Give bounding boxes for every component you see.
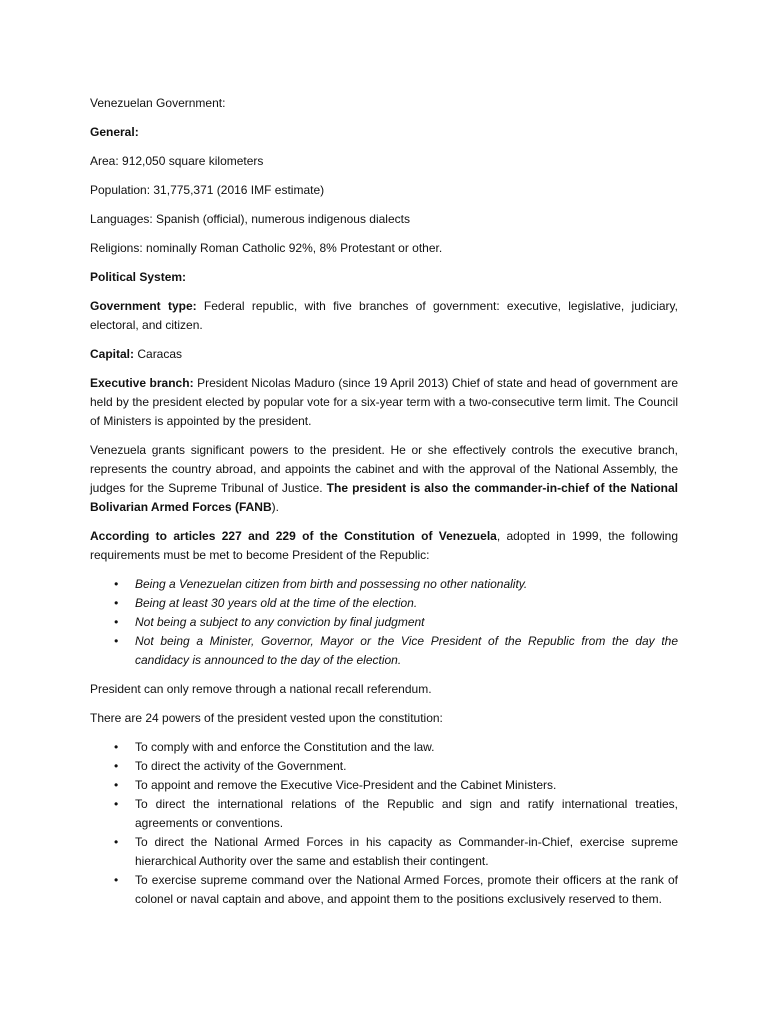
bullet-icon: •	[114, 577, 119, 591]
list-item-text: To direct the National Armed Forces in his capacity as Commander-in-Chief, exercise supreme hierarchical Authority over the same and establish their contingent.	[135, 835, 678, 868]
languages-line: Languages: Spanish (official), numerous indigenous dialects	[90, 212, 410, 226]
government-type-label: Government type:	[90, 299, 197, 313]
document-title: Venezuelan Government:	[90, 96, 226, 110]
list-item-text: To exercise supreme command over the National Armed Forces, promote their officers at the rank of colonel or naval captain and above, and appoint them to the positions exclusively reserved to them.	[135, 873, 678, 906]
powers-list	[90, 738, 678, 909]
requirements-list	[90, 575, 678, 670]
bullet-icon: •	[114, 835, 119, 849]
executive-branch-text: President Nicolas Maduro (since 19 April 2013) Chief of state and head of government are held by the president elected by popular vote for a six-year term with a two-consecutive term limit. The Council of Ministers is appointed by the president.	[90, 376, 678, 428]
bullet-icon: •	[114, 873, 119, 887]
bullet-icon: •	[114, 778, 119, 792]
commander-in-chief-text: The president is also the commander-in-chief of the National Bolivarian Armed Forces (	[90, 481, 678, 514]
bullet-icon: •	[114, 740, 119, 754]
government-type-paragraph	[90, 297, 678, 335]
list-item-text: To appoint and remove the Executive Vice-President and the Cabinet Ministers.	[135, 778, 557, 792]
list-item	[90, 795, 678, 833]
population-line: Population: 31,775,371 (2016 IMF estimate)	[90, 183, 325, 197]
bullet-icon: •	[114, 596, 119, 610]
capital-label: Capital:	[90, 347, 135, 361]
list-item	[90, 757, 678, 776]
list-item	[90, 871, 678, 909]
bullet-icon: •	[114, 615, 119, 629]
executive-branch-paragraph	[90, 374, 678, 431]
list-item	[90, 575, 678, 594]
list-item	[90, 833, 678, 871]
recall-line: President can only remove through a national recall referendum.	[90, 682, 432, 696]
list-item-text: To direct the activity of the Government.	[135, 759, 347, 773]
list-item-text: Not being a subject to any conviction by final judgment	[135, 615, 425, 629]
list-item	[90, 632, 678, 670]
list-item-text: To direct the international relations of the Republic and sign and ratify international treaties, agreements or conventions.	[135, 797, 678, 830]
list-item	[90, 776, 678, 795]
religions-line: Religions: nominally Roman Catholic 92%, 8% Protestant or other.	[90, 241, 443, 255]
bullet-icon: •	[114, 634, 119, 648]
capital-paragraph	[90, 345, 678, 364]
articles-paragraph	[90, 527, 678, 565]
bullet-icon: •	[114, 797, 119, 811]
area-line: Area: 912,050 square kilometers	[90, 154, 264, 168]
paragraph-close: ).	[271, 500, 279, 514]
articles-bold-text: According to articles 227 and 229 of the Constitution of Venezuela	[90, 529, 497, 543]
list-item	[90, 594, 678, 613]
list-item-text: To comply with and enforce the Constitution and the law.	[135, 740, 435, 754]
list-item	[90, 613, 678, 632]
executive-branch-label: Executive branch:	[90, 376, 194, 390]
list-item-text: Being a Venezuelan citizen from birth and possessing no other nationality.	[135, 577, 528, 591]
government-type-text: Federal republic, with five branches of government: executive, legislative, judiciary, electoral, and citizen.	[90, 299, 678, 332]
general-heading: General:	[90, 125, 139, 139]
articles-text: , adopted in 1999, the following requirements must be met to become President of the Republic:	[90, 529, 678, 562]
list-item	[90, 738, 678, 757]
presidential-powers-text: Venezuela grants significant powers to the president. He or she effectively controls the executive branch, represents the country abroad, and appoints the cabinet and with the approval of the National Assembly, the judges for the Supreme Tribunal of Justice.	[90, 443, 678, 495]
powers-intro-line: There are 24 powers of the president vested upon the constitution:	[90, 711, 443, 725]
list-item-text: Being at least 30 years old at the time of the election.	[135, 596, 418, 610]
capital-text: Caracas	[134, 347, 183, 361]
list-item-text: Not being a Minister, Governor, Mayor or the Vice President of the Republic from the day the candidacy is announced to the day of the election.	[135, 634, 678, 667]
bullet-icon: •	[114, 759, 119, 773]
fanb-acronym: FANB	[238, 500, 272, 514]
political-heading: Political System:	[90, 270, 187, 284]
presidential-powers-paragraph	[90, 441, 678, 517]
